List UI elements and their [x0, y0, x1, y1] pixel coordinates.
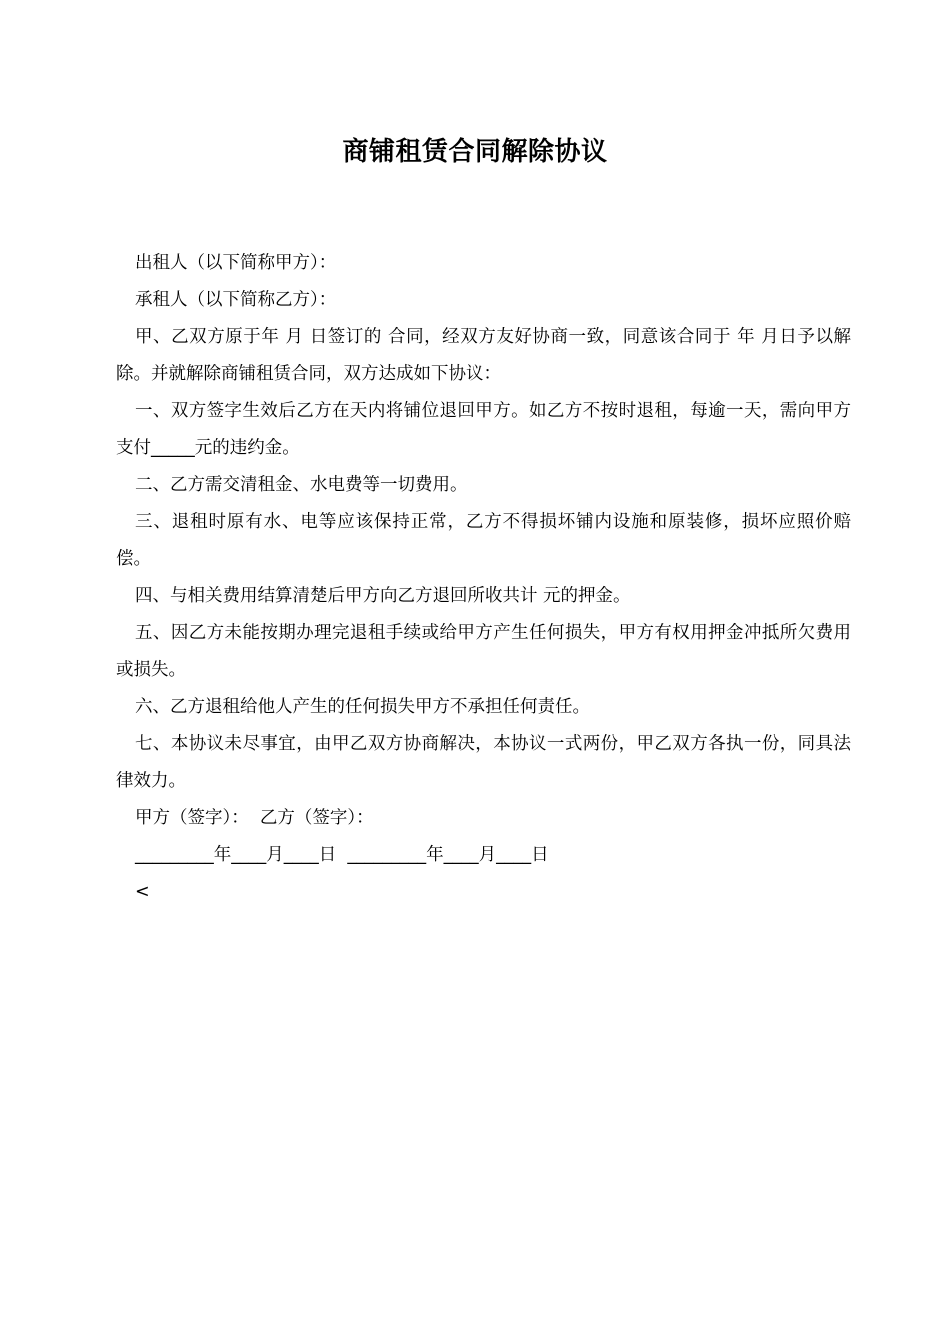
intro-paragraph: 甲、乙双方原于年 月 日签订的 合同，经双方友好协商一致，同意该合同于 年 月日予以解除。并就解除商铺租赁合同，双方达成如下协议：: [116, 327, 851, 384]
clause-4: 四、与相关费用结算清楚后甲方向乙方退回所收共计 元的押金。: [135, 586, 631, 606]
clause-5: 五、因乙方未能按期办理完退租手续或给甲方产生任何损失，甲方有权用押金冲抵所欠费用或损失。: [116, 623, 851, 680]
trailing-mark: <: [135, 882, 150, 902]
clause-7: 七、本协议未尽事宜，由甲乙双方协商解决，本协议一式两份，甲乙双方各执一份，同具法律效力。: [116, 734, 851, 791]
clause-2: 二、乙方需交清租金、水电费等一切费用。: [135, 475, 468, 495]
date-line: _________年____月____日 _________年____月____日: [135, 845, 549, 865]
clause-6: 六、乙方退租给他人产生的任何损失甲方不承担任何责任。: [135, 697, 590, 717]
document-title: 商铺租赁合同解除协议: [342, 137, 608, 167]
lessor-line: 出租人（以下简称甲方）：: [135, 253, 337, 273]
signature-line: 甲方（签字）： 乙方（签字）：: [135, 808, 374, 828]
clause-1: 一、双方签字生效后乙方在天内将铺位退回甲方。如乙方不按时退租，每逾一天，需向甲方支付_____元的违约金。: [116, 401, 851, 458]
clause-3: 三、退租时原有水、电等应该保持正常，乙方不得损坏铺内设施和原装修，损坏应照价赔偿。: [116, 512, 851, 569]
document-body: [116, 245, 851, 911]
lessee-line: 承租人（以下简称乙方）：: [135, 290, 337, 310]
